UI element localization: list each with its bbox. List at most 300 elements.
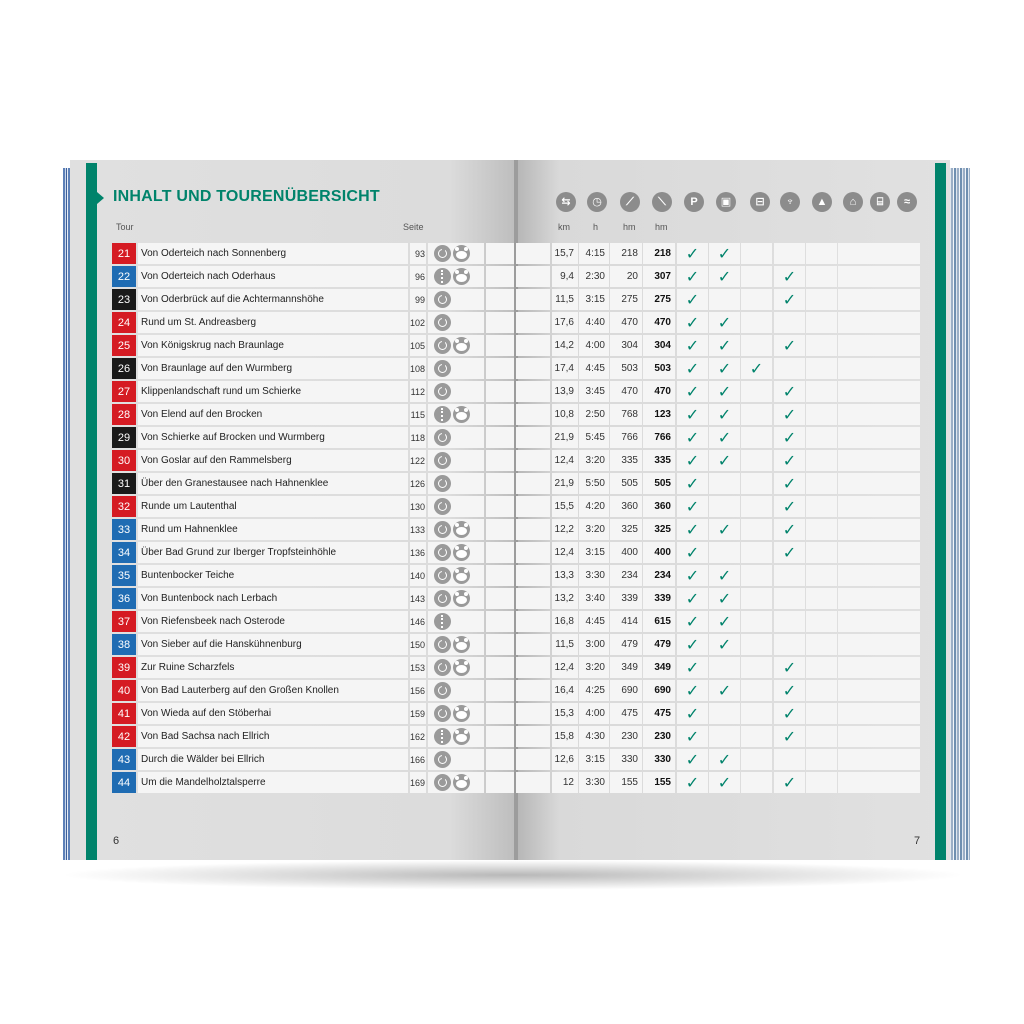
tour-page-number: 133 — [410, 519, 426, 540]
blank-cell — [516, 427, 550, 448]
blank-cell — [806, 611, 837, 632]
tour-km: 21,9 — [552, 427, 578, 448]
check-icon: ✓ — [677, 565, 708, 586]
tour-name: Von Buntenbock nach Lerbach — [138, 588, 408, 609]
tour-page-number: 169 — [410, 772, 426, 793]
blank-cell — [516, 496, 550, 517]
page-edges-right — [948, 168, 970, 860]
blank-cell — [516, 358, 550, 379]
tour-icons — [428, 266, 484, 287]
blank-cell — [741, 749, 772, 770]
blank-cell — [897, 726, 920, 747]
tour-descent: 304 — [643, 335, 675, 356]
tour-ascent: 505 — [610, 473, 642, 494]
tour-icons — [428, 657, 484, 678]
round-trip-icon — [434, 429, 451, 446]
blank-cell — [868, 358, 899, 379]
table-row — [112, 289, 514, 310]
tour-km: 16,8 — [552, 611, 578, 632]
clock-icon: ◷ — [587, 192, 607, 212]
table-row — [112, 427, 514, 448]
blank-cell — [838, 450, 869, 471]
blank-cell — [741, 772, 772, 793]
tour-table-left — [112, 243, 514, 795]
blank-cell — [897, 680, 920, 701]
tour-hours: 4:30 — [579, 726, 609, 747]
table-row — [516, 289, 920, 310]
blank-cell — [897, 542, 920, 563]
tour-number-badge: 37 — [112, 611, 136, 632]
blank-cell — [486, 749, 514, 770]
check-icon: ✓ — [677, 473, 708, 494]
round-trip-icon — [434, 291, 451, 308]
tour-km: 16,4 — [552, 680, 578, 701]
check-icon: ✓ — [774, 289, 805, 310]
check-icon: ✓ — [774, 680, 805, 701]
blank-cell — [741, 565, 772, 586]
tour-hours: 5:45 — [579, 427, 609, 448]
tour-number-badge: 42 — [112, 726, 136, 747]
tour-ascent: 360 — [610, 496, 642, 517]
check-icon: ✓ — [774, 519, 805, 540]
check-icon: ✓ — [774, 404, 805, 425]
blank-cell — [838, 243, 869, 264]
kids-bear-icon — [453, 544, 470, 561]
blank-cell — [806, 726, 837, 747]
hut-icon: ▲ — [812, 192, 832, 212]
blank-cell — [838, 611, 869, 632]
table-row — [112, 588, 514, 609]
tour-name: Von Riefensbeek nach Osterode — [138, 611, 408, 632]
tour-descent: 218 — [643, 243, 675, 264]
tour-km: 12,4 — [552, 542, 578, 563]
tour-km: 17,6 — [552, 312, 578, 333]
blank-cell — [897, 703, 920, 724]
page-title: INHALT UND TOURENÜBERSICHT — [113, 188, 380, 205]
blank-cell — [838, 542, 869, 563]
blank-cell — [838, 703, 869, 724]
blank-cell — [897, 450, 920, 471]
check-icon: ✓ — [709, 450, 740, 471]
tour-hours: 4:45 — [579, 358, 609, 379]
tour-hours: 3:20 — [579, 657, 609, 678]
blank-cell — [741, 542, 772, 563]
kids-bear-icon — [453, 521, 470, 538]
blank-cell — [868, 312, 899, 333]
table-row — [112, 565, 514, 586]
table-row — [516, 473, 920, 494]
cable-car-icon: ⊟ — [750, 192, 770, 212]
table-row — [112, 542, 514, 563]
right-teal-band — [935, 163, 946, 860]
blank-cell — [838, 289, 869, 310]
table-row — [112, 726, 514, 747]
restaurant-icon: ♆ — [780, 192, 800, 212]
blank-cell — [806, 335, 837, 356]
tour-icons — [428, 381, 484, 402]
tour-number-badge: 32 — [112, 496, 136, 517]
round-trip-icon — [434, 337, 451, 354]
check-icon: ✓ — [677, 243, 708, 264]
blank-cell — [516, 243, 550, 264]
tour-hours: 5:50 — [579, 473, 609, 494]
tour-page-number: 162 — [410, 726, 426, 747]
page-number-right: 7 — [914, 835, 921, 847]
museum-icon: ⌸ — [870, 192, 890, 212]
blank-cell — [897, 335, 920, 356]
blank-cell — [868, 450, 899, 471]
blank-cell — [516, 381, 550, 402]
blank-cell — [806, 657, 837, 678]
blank-cell — [868, 772, 899, 793]
blank-cell — [774, 588, 805, 609]
tour-ascent: 20 — [610, 266, 642, 287]
tour-icons — [428, 496, 484, 517]
header-seite: Seite — [403, 222, 424, 232]
tour-name: Von Oderteich nach Sonnenberg — [138, 243, 408, 264]
one-way-icon — [434, 406, 451, 423]
tour-icons — [428, 473, 484, 494]
round-trip-icon — [434, 314, 451, 331]
table-row — [516, 404, 920, 425]
tour-descent: 475 — [643, 703, 675, 724]
blank-cell — [838, 358, 869, 379]
tour-descent: 339 — [643, 588, 675, 609]
table-row — [516, 381, 920, 402]
table-row — [516, 243, 920, 264]
one-way-icon — [434, 268, 451, 285]
blank-cell — [897, 289, 920, 310]
round-trip-icon — [434, 590, 451, 607]
tour-hours: 3:15 — [579, 289, 609, 310]
blank-cell — [868, 588, 899, 609]
tour-descent: 275 — [643, 289, 675, 310]
tour-page-number: 146 — [410, 611, 426, 632]
blank-cell — [486, 772, 514, 793]
tour-page-number: 122 — [410, 450, 426, 471]
tour-descent: 505 — [643, 473, 675, 494]
tour-icons — [428, 427, 484, 448]
blank-cell — [516, 404, 550, 425]
blank-cell — [741, 381, 772, 402]
blank-cell — [741, 726, 772, 747]
kids-bear-icon — [453, 268, 470, 285]
blank-cell — [486, 266, 514, 287]
blank-cell — [806, 381, 837, 402]
blank-cell — [741, 657, 772, 678]
check-icon: ✓ — [677, 588, 708, 609]
blank-cell — [709, 657, 740, 678]
tour-page-number: 99 — [410, 289, 426, 310]
blank-cell — [868, 381, 899, 402]
table-row — [112, 611, 514, 632]
tour-page-number: 150 — [410, 634, 426, 655]
tour-descent: 325 — [643, 519, 675, 540]
blank-cell — [868, 266, 899, 287]
tour-name: Von Schierke auf Brocken und Wurmberg — [138, 427, 408, 448]
table-row — [516, 427, 920, 448]
tour-km: 14,2 — [552, 335, 578, 356]
tour-icons — [428, 749, 484, 770]
tour-name: Von Oderbrück auf die Achtermannshöhe — [138, 289, 408, 310]
tour-icons — [428, 703, 484, 724]
tour-name: Über Bad Grund zur Iberger Tropfsteinhöhle — [138, 542, 408, 563]
table-row — [112, 680, 514, 701]
blank-cell — [516, 588, 550, 609]
tour-descent: 155 — [643, 772, 675, 793]
tour-page-number: 166 — [410, 749, 426, 770]
check-icon: ✓ — [709, 404, 740, 425]
tour-km: 9,4 — [552, 266, 578, 287]
round-trip-icon — [434, 245, 451, 262]
tour-ascent: 325 — [610, 519, 642, 540]
blank-cell — [838, 404, 869, 425]
tour-ascent: 470 — [610, 312, 642, 333]
blank-cell — [868, 404, 899, 425]
kids-bear-icon — [453, 590, 470, 607]
blank-cell — [868, 542, 899, 563]
tour-number-badge: 23 — [112, 289, 136, 310]
one-way-icon — [434, 613, 451, 630]
tour-ascent: 479 — [610, 634, 642, 655]
tour-page-number: 153 — [410, 657, 426, 678]
blank-cell — [486, 703, 514, 724]
tour-hours: 4:25 — [579, 680, 609, 701]
table-row — [112, 381, 514, 402]
tour-km: 11,5 — [552, 289, 578, 310]
tour-km: 10,8 — [552, 404, 578, 425]
table-row — [112, 772, 514, 793]
tour-icons — [428, 335, 484, 356]
blank-cell — [806, 427, 837, 448]
round-trip-icon — [434, 636, 451, 653]
blank-cell — [486, 680, 514, 701]
tour-ascent: 475 — [610, 703, 642, 724]
tour-hours: 4:40 — [579, 312, 609, 333]
blank-cell — [897, 634, 920, 655]
kids-bear-icon — [453, 705, 470, 722]
tour-name: Von Wieda auf den Stöberhai — [138, 703, 408, 724]
table-row — [112, 335, 514, 356]
blank-cell — [897, 519, 920, 540]
check-icon: ✓ — [709, 312, 740, 333]
check-icon: ✓ — [709, 381, 740, 402]
table-row — [112, 496, 514, 517]
blank-cell — [868, 749, 899, 770]
blank-cell — [516, 611, 550, 632]
kids-bear-icon — [453, 567, 470, 584]
tour-name: Durch die Wälder bei Ellrich — [138, 749, 408, 770]
bus-icon: ▣ — [716, 192, 736, 212]
table-row — [112, 358, 514, 379]
tour-descent: 123 — [643, 404, 675, 425]
tour-ascent: 414 — [610, 611, 642, 632]
blank-cell — [806, 565, 837, 586]
table-row — [516, 634, 920, 655]
blank-cell — [897, 565, 920, 586]
table-row — [516, 680, 920, 701]
blank-cell — [516, 634, 550, 655]
table-row — [516, 772, 920, 793]
check-icon: ✓ — [677, 657, 708, 678]
tour-name: Von Sieber auf die Hanskühnenburg — [138, 634, 408, 655]
blank-cell — [806, 772, 837, 793]
table-row — [516, 266, 920, 287]
tour-number-badge: 27 — [112, 381, 136, 402]
round-trip-icon — [434, 452, 451, 469]
tour-descent: 330 — [643, 749, 675, 770]
check-icon: ✓ — [677, 358, 708, 379]
table-row — [516, 611, 920, 632]
check-icon: ✓ — [677, 703, 708, 724]
tour-km: 15,3 — [552, 703, 578, 724]
tour-km: 11,5 — [552, 634, 578, 655]
blank-cell — [806, 289, 837, 310]
tour-number-badge: 24 — [112, 312, 136, 333]
check-icon: ✓ — [677, 404, 708, 425]
tour-ascent: 766 — [610, 427, 642, 448]
blank-cell — [897, 312, 920, 333]
tour-number-badge: 41 — [112, 703, 136, 724]
tour-number-badge: 34 — [112, 542, 136, 563]
tour-hours: 3:30 — [579, 565, 609, 586]
tour-ascent: 400 — [610, 542, 642, 563]
check-icon: ✓ — [774, 473, 805, 494]
tour-hours: 4:15 — [579, 243, 609, 264]
table-row — [516, 358, 920, 379]
blank-cell — [774, 243, 805, 264]
blank-cell — [741, 266, 772, 287]
tour-hours: 3:45 — [579, 381, 609, 402]
blank-cell — [516, 726, 550, 747]
tour-ascent: 768 — [610, 404, 642, 425]
tour-number-badge: 39 — [112, 657, 136, 678]
tour-ascent: 335 — [610, 450, 642, 471]
kids-bear-icon — [453, 659, 470, 676]
tour-km: 12,4 — [552, 450, 578, 471]
tour-name: Buntenbocker Teiche — [138, 565, 408, 586]
blank-cell — [516, 450, 550, 471]
blank-cell — [897, 588, 920, 609]
tour-number-badge: 38 — [112, 634, 136, 655]
tour-page-number: 105 — [410, 335, 426, 356]
blank-cell — [774, 634, 805, 655]
slope-up-icon: ⟋ — [620, 192, 640, 212]
blank-cell — [897, 496, 920, 517]
blank-cell — [774, 358, 805, 379]
round-trip-icon — [434, 544, 451, 561]
blank-cell — [868, 243, 899, 264]
book-shadow — [58, 860, 968, 890]
tour-km: 15,5 — [552, 496, 578, 517]
tour-number-badge: 43 — [112, 749, 136, 770]
blank-cell — [486, 611, 514, 632]
blank-cell — [774, 611, 805, 632]
round-trip-icon — [434, 774, 451, 791]
table-row — [516, 588, 920, 609]
tour-ascent: 503 — [610, 358, 642, 379]
blank-cell — [868, 473, 899, 494]
round-trip-icon — [434, 498, 451, 515]
tour-page-number: 156 — [410, 680, 426, 701]
tour-name: Von Oderteich nach Oderhaus — [138, 266, 408, 287]
table-row — [112, 312, 514, 333]
check-icon: ✓ — [709, 565, 740, 586]
tour-hours: 2:30 — [579, 266, 609, 287]
table-row — [516, 335, 920, 356]
table-row — [516, 496, 920, 517]
check-icon: ✓ — [677, 772, 708, 793]
tour-hours: 3:15 — [579, 542, 609, 563]
round-trip-icon — [434, 567, 451, 584]
tour-descent: 307 — [643, 266, 675, 287]
check-icon: ✓ — [774, 496, 805, 517]
tour-hours: 2:50 — [579, 404, 609, 425]
tour-icons — [428, 450, 484, 471]
table-row — [112, 404, 514, 425]
blank-cell — [741, 680, 772, 701]
check-icon: ✓ — [709, 358, 740, 379]
tour-descent: 690 — [643, 680, 675, 701]
blank-cell — [741, 427, 772, 448]
blank-cell — [486, 473, 514, 494]
tour-name: Von Bad Sachsa nach Ellrich — [138, 726, 408, 747]
tour-descent: 335 — [643, 450, 675, 471]
blank-cell — [486, 243, 514, 264]
kids-bear-icon — [453, 406, 470, 423]
tour-icons — [428, 588, 484, 609]
blank-cell — [486, 450, 514, 471]
table-row — [112, 266, 514, 287]
blank-cell — [741, 703, 772, 724]
table-row — [112, 243, 514, 264]
tour-number-badge: 21 — [112, 243, 136, 264]
tour-name: Über den Granestausee nach Hahnenklee — [138, 473, 408, 494]
tour-ascent: 470 — [610, 381, 642, 402]
tour-icons — [428, 565, 484, 586]
tour-icons — [428, 243, 484, 264]
tour-km: 17,4 — [552, 358, 578, 379]
table-row — [516, 519, 920, 540]
blank-cell — [516, 565, 550, 586]
blank-cell — [806, 680, 837, 701]
blank-cell — [774, 749, 805, 770]
tour-page-number: 159 — [410, 703, 426, 724]
blank-cell — [838, 749, 869, 770]
tour-hours: 3:15 — [579, 749, 609, 770]
blank-cell — [838, 335, 869, 356]
slope-down-icon: ⟍ — [652, 192, 672, 212]
blank-cell — [806, 519, 837, 540]
blank-cell — [516, 289, 550, 310]
blank-cell — [486, 289, 514, 310]
check-icon: ✓ — [677, 312, 708, 333]
check-icon: ✓ — [677, 450, 708, 471]
blank-cell — [897, 473, 920, 494]
blank-cell — [516, 519, 550, 540]
header-km: km — [558, 222, 570, 232]
tour-number-badge: 30 — [112, 450, 136, 471]
blank-cell — [806, 450, 837, 471]
tour-number-badge: 31 — [112, 473, 136, 494]
tour-number-badge: 28 — [112, 404, 136, 425]
kids-bear-icon — [453, 636, 470, 653]
tour-icons — [428, 634, 484, 655]
tour-page-number: 102 — [410, 312, 426, 333]
check-icon: ✓ — [677, 266, 708, 287]
table-row — [112, 749, 514, 770]
blank-cell — [486, 726, 514, 747]
